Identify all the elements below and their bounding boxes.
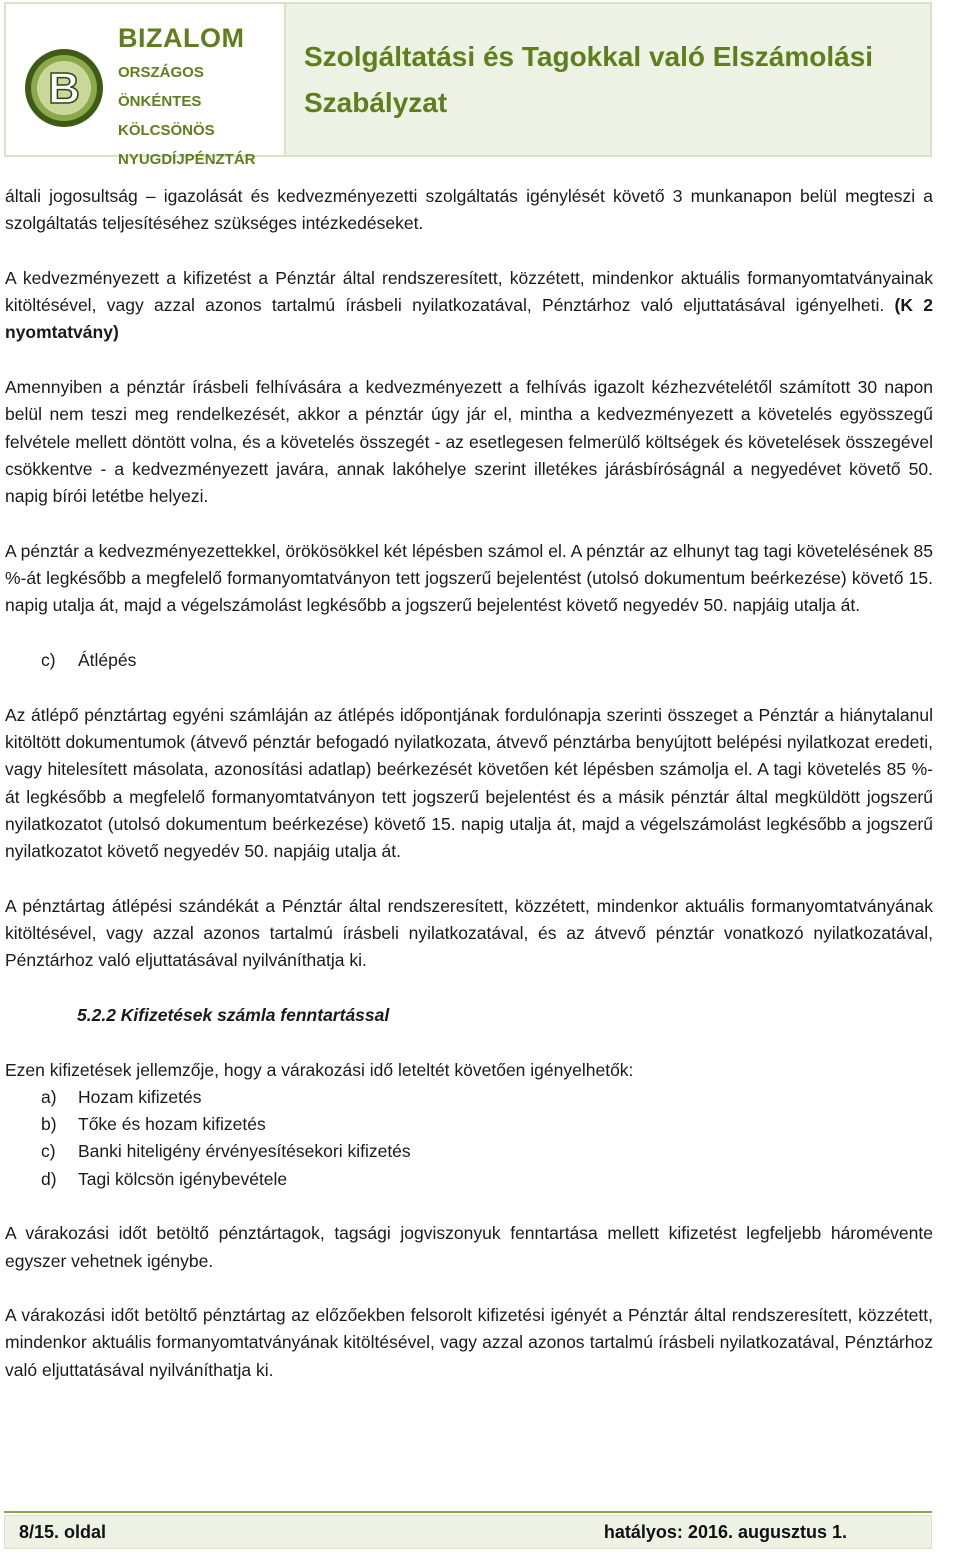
brand-name (118, 18, 284, 174)
document-title-line-2: Szabályzat (304, 86, 448, 118)
list-item-text: Tőke és hozam kifizetés (78, 1114, 266, 1135)
document-body (5, 183, 933, 1384)
list-item-label: d) (41, 1168, 57, 1189)
section-c-title: Átlépés (78, 650, 137, 671)
section-c-label: c) (41, 650, 56, 671)
logo-letter: B (48, 64, 80, 113)
effective-date: hatályos: 2016. augusztus 1. (603, 1521, 847, 1542)
document-title-block (286, 2, 932, 157)
brand-line-2: KÖLCSÖNÖS (118, 122, 215, 139)
paragraph-4: A pénztár a kedvezményezettekkel, örökösökkel két lépésben számol el. A pénztár az elhunyt tag tagi követelésének 85 %-át legkésőbb a megfelelő formanyomtatványon tett jogszerű bejelentést (utolsó dokumentum beérkezése) követő 15. napig utalja át, majd a végelszámolást legkésőbb a jogszerű bejelentést követő negyedév 50. napjáig utalja át. (5, 540, 933, 616)
list-item-text: Banki hiteligény érvényesítésekori kifizetés (78, 1141, 411, 1162)
list-item-text: Hozam kifizetés (78, 1086, 202, 1107)
brand-line-3: NYUGDÍJPÉNZTÁR (118, 151, 256, 168)
list-item-label: b) (41, 1114, 57, 1135)
document-title-line-1: Szolgáltatási és Tagokkal való Elszámolási (304, 40, 874, 72)
section-c-heading (5, 647, 933, 674)
page-number: 8/15. oldal (19, 1521, 107, 1542)
paragraph-2-text: A kedvezményezett a kifizetést a Pénztár által rendszeresített, közzétett, mindenkor aktuális formanyomtatványainak kitöltésével, vagy azzal azonos tartalmú írásbeli nyilatkozatával, Pénztárhoz való eljuttatásával igényelheti. (5, 267, 933, 316)
page-footer (4, 1515, 932, 1549)
brand-line-1: ORSZÁGOS ÖNKÉNTES (118, 64, 204, 110)
paragraph-5: Az átlépő pénztártag egyéni számláján az átlépés időpontjának fordulónapja szerinti összeget a Pénztár a hiánytalanul kitöltött dokumentumok (átvevő pénztár befogadó nyilatkozata, átvevő pénztárba benyújtott belépési nyilatkozat eredeti, vagy hitelesített másolata, azonosítási adatlap) beérkezését követően két lépésben számolja el. A tagi követelés 85 %-át legkésőbb a megfelelő formanyomtatványon tett jogszerű bejelentést és a másik pénztár által megküldött jogszerű nyilatkozatot (utolsó dokumentum beérkezése) követő 15. napig utalja át, majd a végelszámolást legkésőbb a jogszerű nyilatkozatot követő negyedév 50. napjáig utalja át. (5, 704, 933, 862)
list-item-label: a) (41, 1086, 57, 1107)
list-item-label: c) (41, 1141, 56, 1162)
subheading-5-2-2: 5.2.2 Kifizetések számla fenntartással (77, 1004, 390, 1025)
logo-block (4, 2, 286, 168)
bizalom-logo-icon (24, 48, 104, 128)
paragraph-3: Amennyiben a pénztár írásbeli felhívására a kedvezményezett a felhívás igazolt kézhezvételétől számított 30 napon belül nem teszi meg rendelkezését, akkor a pénztár úgy jár el, mintha a kedvezményezett a követelés egyösszegű felvétele mellett döntött volna, és a követelés összegét - az esetlegesen felmerülő költségek és követelések összegével csökkentve - a kedvezményezett javára, annak lakóhelye szerint illetékes járásbíróságnál a negyedévet követő 50. napig bírói letétbe helyezi. (5, 377, 933, 507)
paragraph-8: A várakozási időt betöltő pénztártagok, tagsági jogviszonyuk fenntartása mellett kifizetést legfeljebb háromévente egyszer vehetnek igénybe. (5, 1223, 933, 1271)
brand-title: BIZALOM (118, 23, 245, 53)
list-item (5, 1166, 933, 1193)
footer-divider (4, 1511, 932, 1513)
list-item (5, 1111, 933, 1138)
page-header (4, 2, 932, 168)
paragraph-2 (5, 265, 933, 347)
list-item (5, 1084, 933, 1111)
paragraph-9: A várakozási időt betöltő pénztártag az előzőekben felsorolt kifizetési igényét a Pénztár által rendszeresített, közzétett, mindenkor aktuális formanyomtatványának kitöltésével, vagy azzal azonos tartalmú írásbeli nyilatkozatával, Pénztárhoz való eljuttatásával nyilváníthatja ki. (5, 1305, 933, 1380)
form-reference: (K 2 nyomtatvány) (5, 295, 934, 343)
paragraph-1: általi jogosultság – igazolását és kedvezményezetti szolgáltatás igénylését követő 3 munkanapon belül megteszi a szolgáltatás teljesítéséhez szükséges intézkedéseket. (5, 186, 933, 234)
paragraph-7: Ezen kifizetések jellemzője, hogy a várakozási idő leteltét követően igényelhetők: (5, 1059, 634, 1080)
list-item-text: Tagi kölcsön igénybevétele (78, 1168, 288, 1189)
paragraph-6: A pénztártag átlépési szándékát a Pénztár által rendszeresített, közzétett, mindenkor aktuális formanyomtatványának kitöltésével, vagy azzal azonos tartalmú írásbeli nyilatkozatával, és az átvevő pénztár vonatkozó nyilatkozatával, Pénztárhoz való eljuttatásával nyilváníthatja ki. (5, 895, 933, 971)
list-item (5, 1138, 933, 1165)
